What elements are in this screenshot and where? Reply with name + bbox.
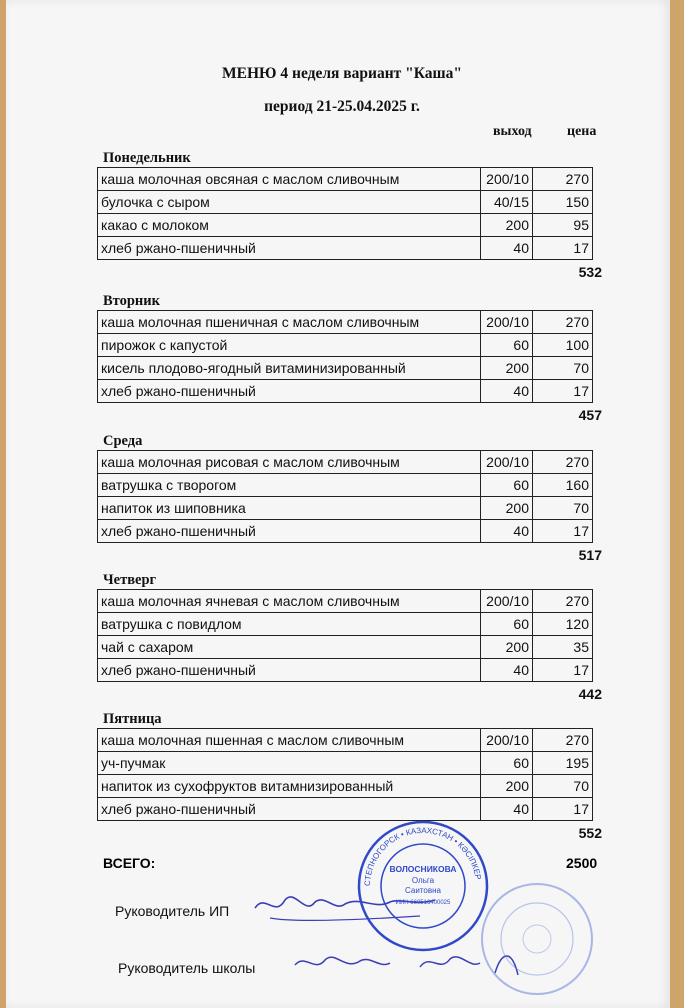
dish-price: 70 bbox=[533, 775, 593, 798]
dish-name: уч-пучмак bbox=[98, 752, 481, 775]
stamp-ring-text: СТЕПНОГОРСК • КАЗАХСТАН • КӘСІПКЕР bbox=[362, 825, 483, 887]
dish-price: 150 bbox=[533, 191, 593, 214]
ip-signature-label: Руководитель ИП bbox=[115, 903, 230, 919]
dish-name: хлеб ржано-пшеничный bbox=[98, 237, 481, 260]
menu-row bbox=[98, 357, 593, 380]
dish-output: 60 bbox=[481, 474, 533, 497]
dish-price: 17 bbox=[533, 380, 593, 403]
dish-name: хлеб ржано-пшеничный bbox=[98, 380, 481, 403]
dish-name: каша молочная ячневая с маслом сливочным bbox=[98, 590, 481, 613]
dish-output: 200/10 bbox=[481, 590, 533, 613]
dish-name: хлеб ржано-пшеничный bbox=[98, 798, 481, 821]
menu-row bbox=[98, 474, 593, 497]
dish-price: 17 bbox=[533, 798, 593, 821]
menu-row bbox=[98, 729, 593, 752]
dish-output: 200 bbox=[481, 357, 533, 380]
dish-output: 200/10 bbox=[481, 311, 533, 334]
menu-row bbox=[98, 590, 593, 613]
menu-row bbox=[98, 613, 593, 636]
menu-row bbox=[98, 520, 593, 543]
dish-output: 200 bbox=[481, 636, 533, 659]
dish-price: 160 bbox=[533, 474, 593, 497]
day-menu-table bbox=[97, 450, 593, 543]
menu-row bbox=[98, 237, 593, 260]
school-emblem-stamp bbox=[478, 880, 596, 998]
menu-row bbox=[98, 775, 593, 798]
dish-price: 270 bbox=[533, 729, 593, 752]
dish-price: 100 bbox=[533, 334, 593, 357]
menu-row bbox=[98, 380, 593, 403]
dish-name: хлеб ржано-пшеничный bbox=[98, 520, 481, 543]
menu-row bbox=[98, 497, 593, 520]
menu-row bbox=[98, 191, 593, 214]
dish-price: 35 bbox=[533, 636, 593, 659]
day-menu-table bbox=[97, 167, 593, 260]
dish-price: 270 bbox=[533, 311, 593, 334]
dish-name: булочка с сыром bbox=[98, 191, 481, 214]
day-menu-table bbox=[97, 728, 593, 821]
day-total: 442 bbox=[578, 686, 602, 702]
dish-price: 70 bbox=[533, 357, 593, 380]
dish-output: 200/10 bbox=[481, 729, 533, 752]
dish-output: 40 bbox=[481, 380, 533, 403]
dish-name: ватрушка с творогом bbox=[98, 474, 481, 497]
dish-price: 17 bbox=[533, 237, 593, 260]
dish-output: 60 bbox=[481, 613, 533, 636]
menu-row bbox=[98, 798, 593, 821]
day-heading: Пятница bbox=[103, 711, 162, 727]
dish-output: 200/10 bbox=[481, 168, 533, 191]
menu-row bbox=[98, 451, 593, 474]
menu-row bbox=[98, 168, 593, 191]
dish-name: кисель плодово-ягодный витаминизированный bbox=[98, 357, 481, 380]
stamp-line1: ВОЛОСНИКОВА bbox=[389, 864, 457, 874]
day-total: 552 bbox=[578, 825, 602, 841]
dish-price: 17 bbox=[533, 520, 593, 543]
stamp-line3: Саитовна bbox=[405, 886, 441, 895]
menu-row bbox=[98, 334, 593, 357]
column-header-output: выход bbox=[493, 124, 532, 139]
stamp-line4: ИИН 660516400025 bbox=[395, 900, 451, 906]
day-menu-table bbox=[97, 310, 593, 403]
dish-output: 40 bbox=[481, 659, 533, 682]
menu-row bbox=[98, 636, 593, 659]
dish-price: 95 bbox=[533, 214, 593, 237]
dish-name: хлеб ржано-пшеничный bbox=[98, 659, 481, 682]
document-title: МЕНЮ 4 неделя вариант "Каша" bbox=[222, 65, 462, 82]
menu-row bbox=[98, 659, 593, 682]
dish-price: 270 bbox=[533, 590, 593, 613]
dish-name: каша молочная пшенная с маслом сливочным bbox=[98, 729, 481, 752]
dish-output: 200 bbox=[481, 214, 533, 237]
dish-name: напиток из шиповника bbox=[98, 497, 481, 520]
dish-name: каша молочная овсяная с маслом сливочным bbox=[98, 168, 481, 191]
dish-name: каша молочная пшеничная с маслом сливочным bbox=[98, 311, 481, 334]
dish-output: 40 bbox=[481, 237, 533, 260]
menu-row bbox=[98, 752, 593, 775]
dish-name: какао с молоком bbox=[98, 214, 481, 237]
dish-price: 17 bbox=[533, 659, 593, 682]
day-heading: Вторник bbox=[103, 293, 160, 309]
column-header-price: цена bbox=[567, 124, 597, 139]
day-total: 517 bbox=[578, 547, 602, 563]
day-total: 532 bbox=[578, 264, 602, 280]
dish-price: 195 bbox=[533, 752, 593, 775]
dish-name: чай с сахаром bbox=[98, 636, 481, 659]
dish-output: 40 bbox=[481, 520, 533, 543]
day-heading: Четверг bbox=[103, 572, 157, 588]
dish-output: 40/15 bbox=[481, 191, 533, 214]
organization-stamp bbox=[355, 818, 491, 954]
dish-output: 60 bbox=[481, 334, 533, 357]
dish-price: 270 bbox=[533, 168, 593, 191]
dish-price: 70 bbox=[533, 497, 593, 520]
dish-name: напиток из сухофруктов витамнизированный bbox=[98, 775, 481, 798]
dish-name: ватрушка с повидлом bbox=[98, 613, 481, 636]
dish-name: пирожок с капустой bbox=[98, 334, 481, 357]
day-total: 457 bbox=[578, 407, 602, 423]
grand-total-value: 2500 bbox=[566, 855, 598, 871]
dish-output: 60 bbox=[481, 752, 533, 775]
day-heading: Понедельник bbox=[103, 150, 191, 166]
dish-output: 200 bbox=[481, 497, 533, 520]
dish-name: каша молочная рисовая с маслом сливочным bbox=[98, 451, 481, 474]
dish-price: 270 bbox=[533, 451, 593, 474]
dish-output: 40 bbox=[481, 798, 533, 821]
stamp-line2: Ольга bbox=[411, 876, 435, 885]
day-heading: Среда bbox=[103, 433, 143, 449]
menu-row bbox=[98, 214, 593, 237]
dish-output: 200 bbox=[481, 775, 533, 798]
dish-price: 120 bbox=[533, 613, 593, 636]
grand-total-label: ВСЕГО: bbox=[103, 855, 156, 871]
document-period: период 21-25.04.2025 г. bbox=[264, 98, 420, 115]
day-menu-table bbox=[97, 589, 593, 682]
menu-row bbox=[98, 311, 593, 334]
dish-output: 200/10 bbox=[481, 451, 533, 474]
school-signature-label: Руководитель школы bbox=[118, 960, 256, 976]
